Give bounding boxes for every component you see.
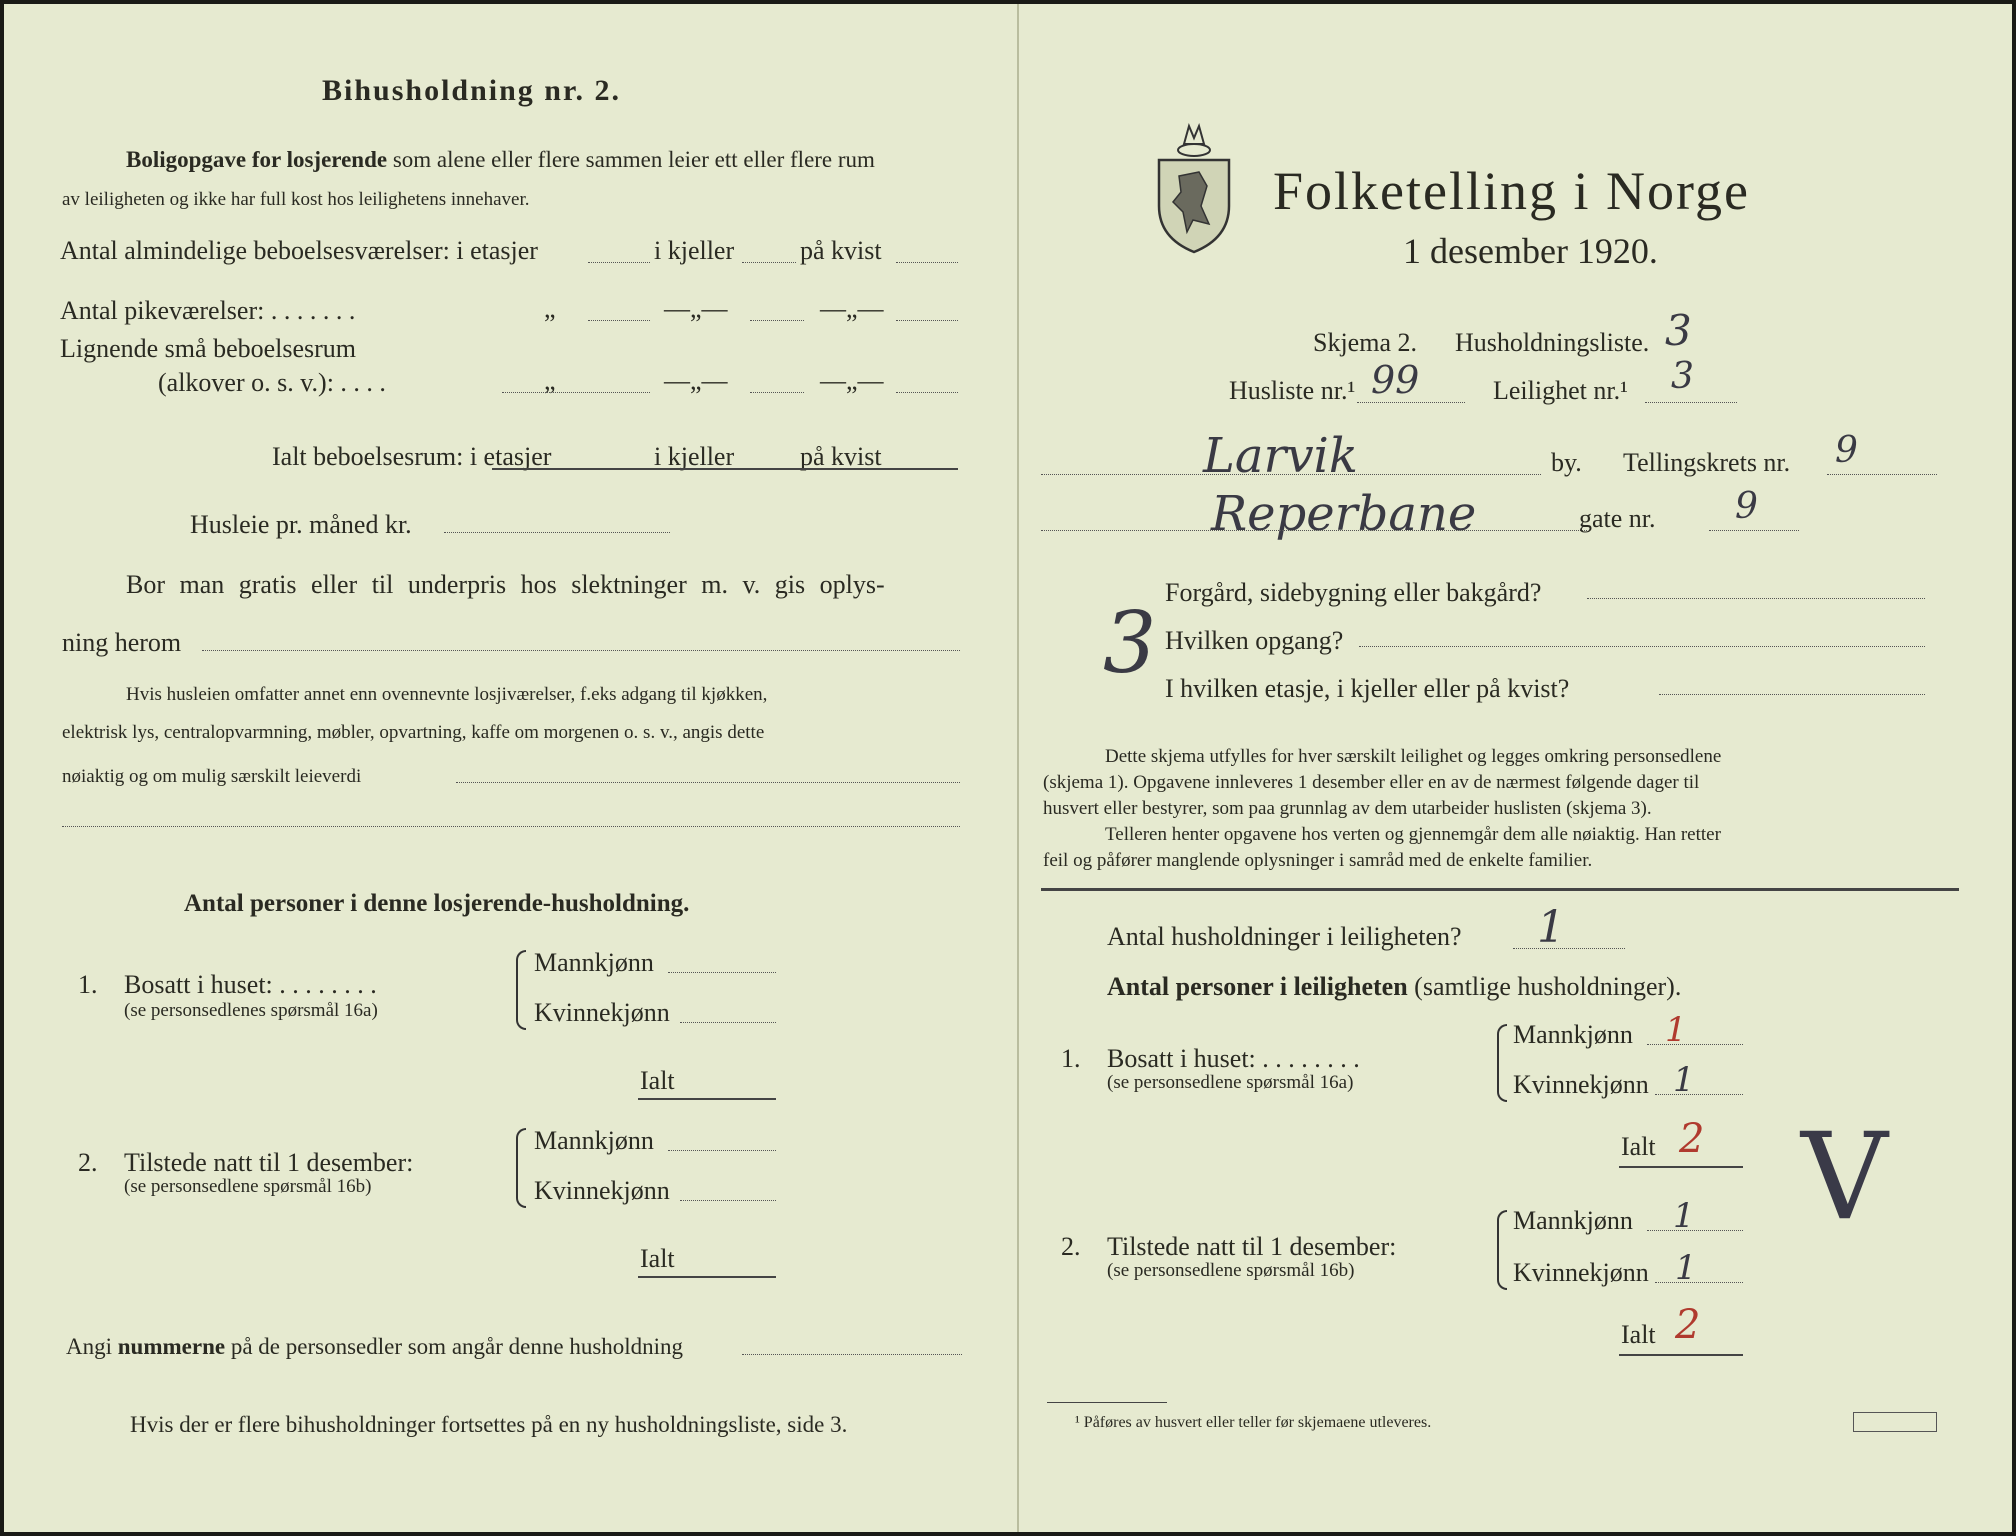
right-q2-male-field[interactable] bbox=[1647, 1230, 1743, 1231]
persons-apartment-bold: Antal personer i leiligheten bbox=[1107, 972, 1408, 1001]
left-q1-female-field[interactable] bbox=[680, 1022, 776, 1023]
street-field[interactable] bbox=[1041, 530, 1587, 531]
numbers-field[interactable] bbox=[742, 1354, 962, 1355]
right-q2-sub: (se personsedlene spørsmål 16b) bbox=[1107, 1260, 1355, 1281]
gate-field[interactable] bbox=[1709, 530, 1799, 531]
opgang-field[interactable] bbox=[1359, 646, 1925, 647]
left-q2-male-field[interactable] bbox=[668, 1150, 776, 1151]
left-q1-num: 1. bbox=[78, 970, 98, 999]
free-line-2: ning herom bbox=[62, 628, 182, 657]
total-kvist-label: på kvist bbox=[800, 442, 882, 471]
footnote-rule bbox=[1047, 1402, 1167, 1403]
persons-heading: Antal personer i denne losjerende-husholdning. bbox=[184, 890, 690, 917]
left-q2-female-label: Kvinnekjønn bbox=[534, 1176, 670, 1205]
leilighet-value: 3 bbox=[1671, 356, 1694, 397]
opgang-question: Hvilken opgang? bbox=[1165, 626, 1344, 655]
total-kjeller-label: i kjeller bbox=[654, 442, 735, 471]
small-kvist-field[interactable] bbox=[896, 392, 958, 393]
census-date: 1 desember 1920. bbox=[1403, 231, 1658, 271]
right-q1-label: Bosatt i huset: . . . . . . . . bbox=[1107, 1044, 1360, 1073]
etasje-question: I hvilken etasje, i kjeller eller på kvist? bbox=[1165, 674, 1570, 703]
left-q2-sub: (se personsedlene spørsmål 16b) bbox=[124, 1176, 372, 1197]
small-rooms-label-2: (alkover o. s. v.): . . . . bbox=[158, 368, 386, 397]
rooms-kjeller-field[interactable] bbox=[742, 262, 796, 263]
left-q1-male-field[interactable] bbox=[668, 972, 776, 973]
etasje-value: 3 bbox=[1103, 594, 1157, 692]
right-q2-female-field[interactable] bbox=[1655, 1282, 1743, 1283]
footnote: ¹ Påføres av husvert eller teller før skjemaene utleveres. bbox=[1075, 1414, 1432, 1431]
right-q1-female-value: 1 bbox=[1673, 1060, 1695, 1100]
intro-line-2: av leiligheten og ikke har full kost hos leilighetens innehaver. bbox=[62, 189, 530, 210]
maid-rooms-label: Antal pikeværelser: . . . . . . . bbox=[60, 296, 356, 325]
left-page bbox=[4, 4, 1019, 1532]
numbers-rest: på de personsedler som angår denne husholdning bbox=[230, 1334, 684, 1359]
left-q1-label: Bosatt i huset: . . . . . . . . bbox=[124, 970, 377, 999]
gate-value: 9 bbox=[1735, 486, 1758, 527]
printer-stamp bbox=[1853, 1412, 1937, 1432]
instr-line-2: (skjema 1). Opgavene innleveres 1 desember eller en av de nærmest følgende dager til bbox=[1043, 772, 1700, 793]
city-field[interactable] bbox=[1041, 474, 1541, 475]
leilighet-label: Leilighet nr.¹ bbox=[1493, 376, 1628, 405]
right-q1-brace bbox=[1497, 1024, 1507, 1102]
rent-label: Husleie pr. måned kr. bbox=[190, 510, 412, 539]
total-rooms-label: Ialt beboelsesrum: i etasjer bbox=[272, 442, 552, 471]
free-line-1: Bor man gratis eller til underpris hos slektninger m. v. gis oplys- bbox=[126, 570, 885, 599]
right-q2-brace bbox=[1497, 1210, 1507, 1290]
numbers-bold: nummerne bbox=[117, 1334, 226, 1359]
left-q2-male-label: Mannkjønn bbox=[534, 1126, 654, 1155]
maid-etasjer-field[interactable] bbox=[588, 320, 650, 321]
left-footer: Hvis der er flere bihusholdninger fortsettes på en ny husholdningsliste, side 3. bbox=[130, 1412, 848, 1437]
right-q1-male-value: 1 bbox=[1665, 1010, 1687, 1050]
left-q2-female-field[interactable] bbox=[680, 1200, 776, 1201]
right-q2-male-label: Mannkjønn bbox=[1513, 1206, 1633, 1235]
instr-line-4: Telleren henter opgavene hos verten og gjennemgår dem alle nøiaktig. Han retter bbox=[1105, 824, 1721, 845]
husliste-value: 99 bbox=[1371, 358, 1420, 402]
persons-apartment-line bbox=[1107, 972, 1681, 1002]
left-q2-label: Tilstede natt til 1 desember: bbox=[124, 1148, 414, 1177]
small-rooms-label-1: Lignende små beboelsesrum bbox=[60, 334, 357, 363]
right-page bbox=[1019, 4, 2012, 1532]
persons-apartment-rest: (samtlige husholdninger). bbox=[1414, 972, 1682, 1001]
right-q2-total-value: 2 bbox=[1675, 1302, 1701, 1348]
maid-ditto-2: —„— bbox=[664, 294, 728, 323]
maid-ditto-1: „ bbox=[544, 294, 556, 323]
small-ditto-1: „ bbox=[544, 366, 556, 395]
intro-line-1 bbox=[126, 147, 875, 173]
right-q1-male-field[interactable] bbox=[1647, 1044, 1743, 1045]
rooms-kvist-field[interactable] bbox=[896, 262, 958, 263]
forgard-question: Forgård, sidebygning eller bakgård? bbox=[1165, 578, 1542, 607]
by-label: by. bbox=[1551, 448, 1582, 477]
total-rooms-underline bbox=[492, 468, 958, 470]
left-q1-male-label: Mannkjønn bbox=[534, 948, 654, 977]
right-q1-total-field[interactable] bbox=[1619, 1166, 1743, 1168]
husliste-field[interactable] bbox=[1357, 402, 1465, 403]
rooms-etasjer-field[interactable] bbox=[588, 262, 650, 263]
households-value: 1 bbox=[1537, 902, 1565, 953]
leilighet-field[interactable] bbox=[1645, 402, 1737, 403]
maid-kjeller-field[interactable] bbox=[750, 320, 804, 321]
intro-rest: som alene eller flere sammen leier ett eller flere rum bbox=[392, 147, 875, 172]
tellingskrets-value: 9 bbox=[1835, 430, 1858, 471]
right-q2-male-value: 1 bbox=[1673, 1196, 1695, 1236]
right-q1-num: 1. bbox=[1061, 1044, 1081, 1073]
check-mark: V bbox=[1801, 1108, 1888, 1247]
right-q2-num: 2. bbox=[1061, 1232, 1081, 1261]
street-value: Reperbane bbox=[1211, 486, 1477, 542]
numbers-line bbox=[66, 1334, 683, 1360]
note-field-2[interactable] bbox=[62, 826, 960, 827]
left-q2-total-field[interactable] bbox=[638, 1276, 776, 1278]
right-q2-label: Tilstede natt til 1 desember: bbox=[1107, 1232, 1397, 1261]
rooms-kvist-label: på kvist bbox=[800, 236, 882, 265]
households-label: Antal husholdninger i leiligheten? bbox=[1107, 922, 1462, 951]
gate-label: gate nr. bbox=[1579, 504, 1656, 533]
small-ditto-2: —„— bbox=[664, 366, 728, 395]
census-title: Folketelling i Norge bbox=[1273, 161, 1750, 221]
left-q1-brace bbox=[516, 950, 526, 1030]
forgard-field[interactable] bbox=[1587, 598, 1925, 599]
free-field[interactable] bbox=[202, 650, 960, 651]
right-q1-sub: (se personsedlene spørsmål 16a) bbox=[1107, 1072, 1354, 1093]
right-q1-female-field[interactable] bbox=[1655, 1094, 1743, 1095]
left-q1-sub: (se personsedlenes spørsmål 16a) bbox=[124, 1000, 378, 1021]
city-value: Larvik bbox=[1203, 428, 1358, 484]
divider-line bbox=[1041, 888, 1959, 891]
etasje-field[interactable] bbox=[1659, 694, 1925, 695]
note-line-3: nøiaktig og om mulig særskilt leieverdi bbox=[62, 766, 362, 787]
right-q1-total-value: 2 bbox=[1679, 1116, 1705, 1162]
right-q2-female-value: 1 bbox=[1675, 1248, 1697, 1288]
husholdningsliste-label: Husholdningsliste. bbox=[1455, 328, 1650, 357]
intro-bold: Boligopgave for losjerende bbox=[126, 147, 388, 172]
tellingskrets-label: Tellingskrets nr. bbox=[1623, 448, 1791, 477]
husholdningsliste-value: 3 bbox=[1665, 306, 1692, 355]
right-q2-total-field[interactable] bbox=[1619, 1354, 1743, 1356]
bihusholdning-heading: Bihusholdning nr. 2. bbox=[322, 74, 622, 107]
rent-field[interactable] bbox=[444, 532, 670, 533]
right-q2-female-label: Kvinnekjønn bbox=[1513, 1258, 1649, 1287]
numbers-pre: Angi bbox=[66, 1334, 112, 1359]
households-field[interactable] bbox=[1513, 948, 1625, 949]
left-q1-total-field[interactable] bbox=[638, 1098, 776, 1100]
instr-line-5: feil og påfører manglende oplysninger i samråd med de enkelte familier. bbox=[1043, 850, 1593, 871]
right-q2-total-label: Ialt bbox=[1621, 1320, 1656, 1349]
small-ditto-3: —„— bbox=[820, 366, 884, 395]
maid-kvist-field[interactable] bbox=[896, 320, 958, 321]
instr-line-3: husvert eller bestyrer, som paa grunnlag av dem utarbeider huslisten (skjema 3). bbox=[1043, 798, 1652, 819]
coat-of-arms-icon bbox=[1149, 116, 1239, 261]
left-q2-total-label: Ialt bbox=[640, 1244, 675, 1273]
husliste-label: Husliste nr.¹ bbox=[1229, 376, 1356, 405]
note-field[interactable] bbox=[456, 782, 960, 783]
instr-line-1: Dette skjema utfylles for hver særskilt leilighet og legges omkring personsedlene bbox=[1105, 746, 1722, 767]
tellingskrets-field[interactable] bbox=[1827, 474, 1937, 475]
maid-ditto-3: —„— bbox=[820, 294, 884, 323]
small-etasjer-field[interactable] bbox=[502, 392, 650, 393]
note-line-1: Hvis husleien omfatter annet enn ovennevnte losjiværelser, f.eks adgang til kjøkken, bbox=[126, 684, 768, 705]
rooms-label: Antal almindelige beboelsesværelser: i etasjer bbox=[60, 236, 538, 265]
right-q1-female-label: Kvinnekjønn bbox=[1513, 1070, 1649, 1099]
note-line-2: elektrisk lys, centralopvarmning, møbler, opvartning, kaffe om morgenen o. s. v., angis dette bbox=[62, 722, 765, 743]
left-q2-brace bbox=[516, 1128, 526, 1208]
left-q1-female-label: Kvinnekjønn bbox=[534, 998, 670, 1027]
rooms-kjeller-label: i kjeller bbox=[654, 236, 735, 265]
skjema-label: Skjema 2. bbox=[1313, 328, 1417, 357]
small-kjeller-field[interactable] bbox=[750, 392, 804, 393]
left-q1-total-label: Ialt bbox=[640, 1066, 675, 1095]
right-q1-total-label: Ialt bbox=[1621, 1132, 1656, 1161]
left-q2-num: 2. bbox=[78, 1148, 98, 1177]
right-q1-male-label: Mannkjønn bbox=[1513, 1020, 1633, 1049]
